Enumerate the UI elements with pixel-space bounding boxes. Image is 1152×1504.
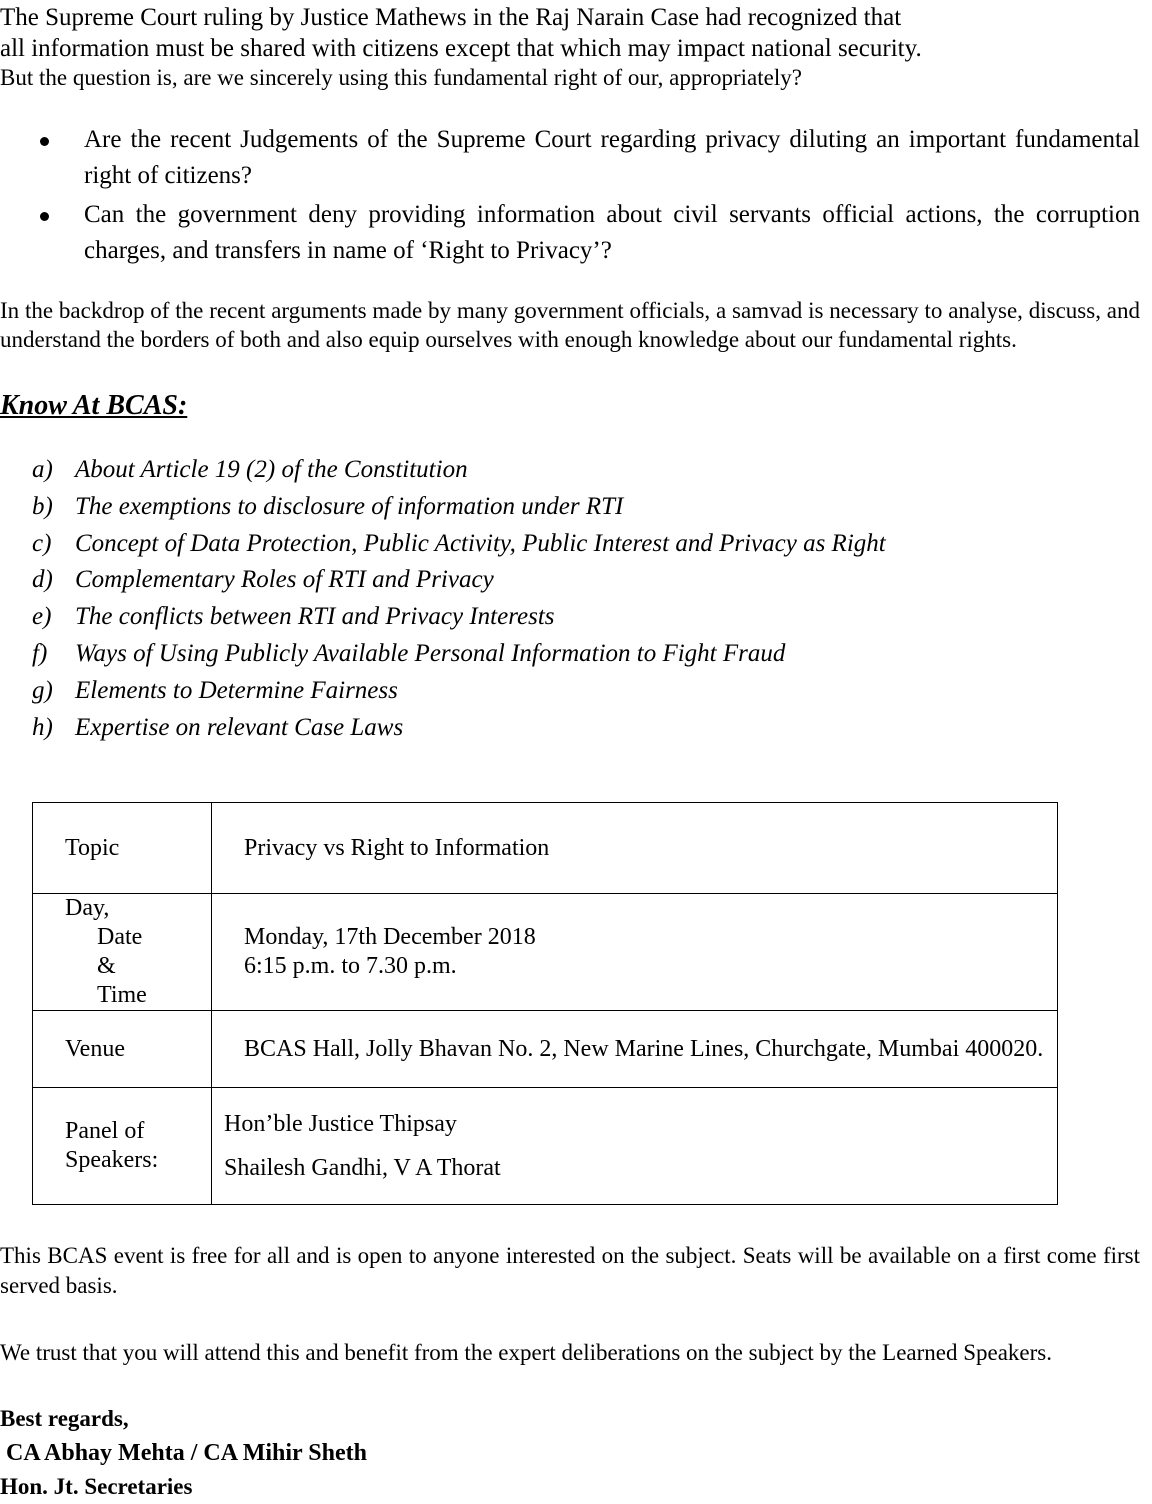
date-label-amp: & (97, 953, 116, 979)
date-label-date: Date (97, 924, 143, 950)
panel-speaker-2: Shailesh Gandhi, V A Thorat (224, 1155, 501, 1181)
topic-item (32, 489, 1032, 526)
topic-marker: b) (32, 492, 53, 520)
signoff (0, 1402, 1140, 1504)
topic-text: The exemptions to disclosure of information under RTI (75, 492, 624, 520)
date-value (212, 894, 1058, 1011)
bullet-icon (40, 212, 49, 221)
free-entry-paragraph: This BCAS event is free for all and is open to anyone interested on the subject. Seats will be available on a first come first served basis. (0, 1243, 1140, 1298)
panel-label-line1: Panel of (65, 1118, 145, 1144)
topic-text: Elements to Determine Fairness (75, 676, 398, 704)
venue-value: BCAS Hall, Jolly Bhavan No. 2, New Marine Lines, Churchgate, Mumbai 400020. (212, 1011, 1058, 1088)
signoff-regards: Best regards, (0, 1406, 129, 1431)
question-bullet-list (0, 122, 1140, 272)
know-at-bcas-heading: Know At BCAS: (0, 390, 188, 421)
panel-speaker-1: Hon’ble Justice Thipsay (224, 1111, 457, 1137)
bullet-text: Are the recent Judgements of the Supreme Court regarding privacy diluting an important fundamental right of citizens? (84, 126, 1140, 189)
topic-marker: e) (32, 603, 52, 631)
date-value-time: 6:15 p.m. to 7.30 p.m. (244, 953, 457, 979)
intro-line-1: The Supreme Court ruling by Justice Mathews in the Raj Narain Case had recognized that (0, 4, 902, 31)
table-row-topic (33, 803, 1058, 894)
bullet-icon (40, 137, 49, 146)
intro-line-3: But the question is, are we sincerely using this fundamental right of our, appropriately? (0, 65, 802, 90)
topic-text: The conflicts between RTI and Privacy Interests (75, 603, 555, 631)
date-label (33, 894, 212, 1011)
intro-line-2: all information must be shared with citizens except that which may impact national security. (0, 35, 922, 62)
topic-item (32, 710, 1032, 747)
topic-item (32, 599, 1032, 636)
topic-marker: h) (32, 713, 53, 741)
venue-label: Venue (33, 1011, 212, 1088)
topic-item (32, 636, 1032, 673)
topic-text: Ways of Using Publicly Available Personal Information to Fight Fraud (75, 639, 786, 667)
panel-label-line2: Speakers: (65, 1147, 159, 1173)
topic-text: Expertise on relevant Case Laws (75, 713, 404, 741)
date-value-day: Monday, 17th December 2018 (244, 924, 536, 950)
topic-item (32, 562, 1032, 599)
topic-text: Concept of Data Protection, Public Activity, Public Interest and Privacy as Right (75, 529, 886, 557)
panel-value (212, 1088, 1058, 1205)
signoff-names: CA Abhay Mehta / CA Mihir Sheth (6, 1440, 367, 1466)
bullet-item (0, 122, 1140, 194)
topic-text: About Article 19 (2) of the Constitution (75, 456, 468, 483)
date-label-day: Day, (65, 895, 110, 921)
intro-paragraph (0, 2, 1140, 92)
table-row-date (33, 894, 1058, 1011)
event-details-table (32, 802, 1058, 1205)
topic-marker: c) (32, 529, 52, 557)
topic-value: Privacy vs Right to Information (212, 803, 1058, 894)
topic-item (32, 452, 1032, 489)
bullet-item (0, 197, 1140, 269)
bullet-text: Can the government deny providing information about civil servants official actions, the corruption charges, and transfers in name of ‘Right to Privacy’? (84, 201, 1140, 264)
topic-list (32, 452, 1032, 746)
signoff-title: Hon. Jt. Secretaries (0, 1474, 193, 1499)
table-row-panel (33, 1088, 1058, 1205)
panel-label (33, 1088, 212, 1205)
table-row-venue (33, 1011, 1058, 1088)
topic-item (32, 673, 1032, 710)
topic-label: Topic (33, 803, 212, 894)
topic-marker: f) (32, 639, 48, 667)
backdrop-paragraph: In the backdrop of the recent arguments made by many government officials, a samvad is necessary to analyse, discuss, and understand the borders of both and also equip ourselves with enough knowledge about our fundamental rights. (0, 298, 1140, 352)
trust-paragraph: We trust that you will attend this and benefit from the expert deliberations on the subject by the Learned Speakers. (0, 1340, 1053, 1365)
topic-text: Complementary Roles of RTI and Privacy (75, 566, 494, 594)
topic-marker: a) (32, 456, 53, 483)
topic-marker: d) (32, 566, 53, 594)
topic-item (32, 526, 1032, 563)
date-label-time: Time (97, 982, 147, 1008)
topic-marker: g) (32, 676, 53, 704)
